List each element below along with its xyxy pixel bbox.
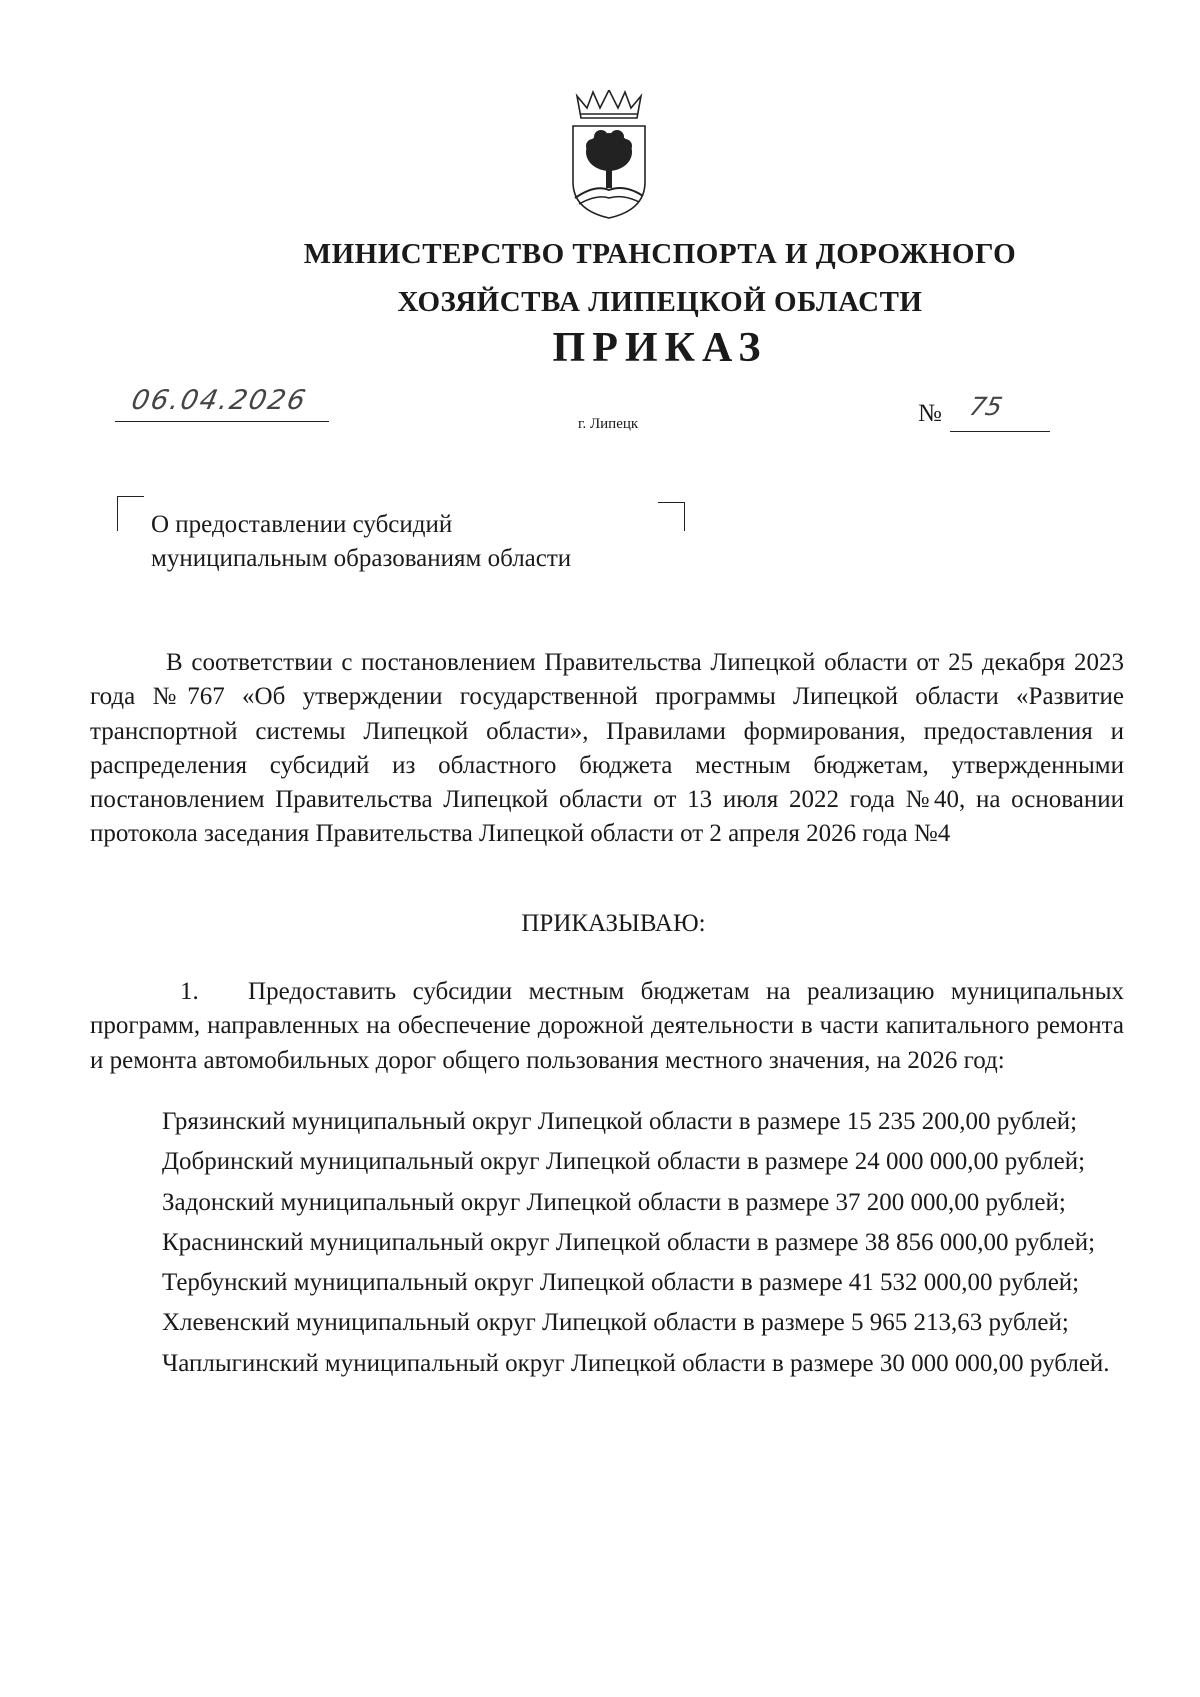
document-type-title: ПРИКАЗ [552,325,768,371]
allocation-list [90,1105,1124,1381]
allocation-entry-krasninsky: Краснинский муниципальный округ Липецкой области в размере 38 856 000,00 рублей; [162,1228,1096,1256]
date-underline [115,421,329,422]
handwritten-number: 75 [966,392,1005,421]
subject-line1: О предоставлении субсидий [151,511,453,538]
city-label: г. Липецк [578,416,639,432]
item-1-paragraph [90,975,1124,1078]
subject-block [151,508,571,576]
subject-bracket-left [117,496,144,531]
coat-of-arms-emblem [567,90,651,220]
allocation-entry-dobrinsky: Добринский муниципальный округ Липецкой области в размере 24 000 000,00 рублей; [162,1148,1086,1176]
subject-bracket-right [658,502,685,531]
order-heading: ПРИКАЗЫВАЮ: [521,910,706,937]
ministry-title-line1: МИНИСТЕРСТВО ТРАНСПОРТА И ДОРОЖНОГО [303,238,1017,270]
number-label: № [918,400,942,427]
allocation-entry-terbunsky: Тербунский муниципальный округ Липецкой области в размере 41 532 000,00 рублей; [162,1269,1080,1297]
allocation-entry-zadonsky: Задонский муниципальный округ Липецкой области в размере 37 200 000,00 рублей; [162,1188,1066,1216]
allocation-entry-gryazinsky: Грязинский муниципальный округ Липецкой области в размере 15 235 200,00 рублей; [162,1108,1078,1135]
ministry-title-line2: ХОЗЯЙСТВА ЛИПЕЦКОЙ ОБЛАСТИ [397,286,923,318]
item-1-text: 1. Предоставить субсидии местным бюджетам на реализацию муниципальных программ, направленных на обеспечение дорожной деятельности в части капитального ремонта и ремонта автомобильных дорог общего пользования местного значения, на 2026 год: [90,978,1124,1074]
subject-line2: муниципальным образованиям области [151,545,572,572]
handwritten-date: 06.04.2026 [128,385,310,416]
allocation-entry-khlevensky: Хлевенский муниципальный округ Липецкой области в размере 5 965 213,63 рублей; [162,1309,1069,1337]
number-underline [950,431,1050,432]
preamble-paragraph: В соответствии с постановлением Правительства Липецкой области от 25 декабря 2023 года №767 «Об утверждении государственной программы Липецкой области «Развитие транспортной системы Липецкой области», Правилами формирования, предоставления и распределения субсидий из областного бюджета местным бюджетам, утвержденными постановлением Правительства Липецкой области от 13 июля 2022 года №40, на основании протокола заседания Правительства Липецкой области от 2 апреля 2026 года №4 [90,649,1124,848]
allocation-entry-chaplyginsky: Чаплыгинский муниципальный округ Липецкой области в размере 30 000 000,00 рублей. [162,1349,1110,1377]
